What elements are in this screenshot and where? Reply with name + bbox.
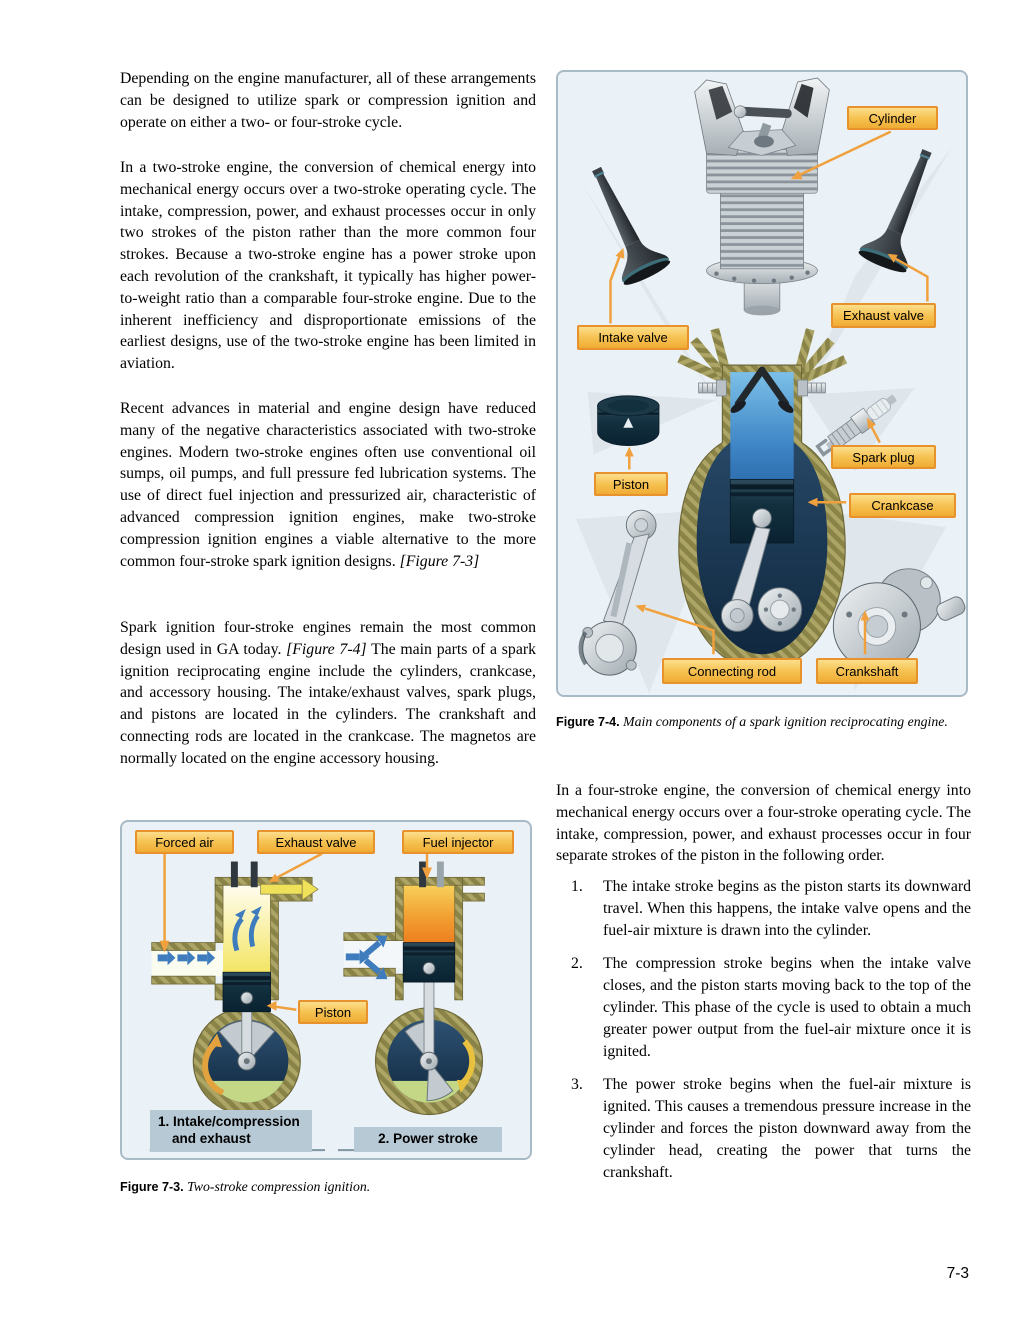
callout-fuel-injector xyxy=(402,830,514,854)
callout-cylinder xyxy=(847,106,938,130)
callout-label: Connecting rod xyxy=(687,663,777,679)
list-number: 2. xyxy=(571,955,583,973)
panel-caption-line: and exhaust xyxy=(172,1131,251,1146)
paragraph-text: Recent advances in material and engine design have reduced many of the negative characteristics associated with two-stroke engines. Modern two-stroke engines often use conventional oil sumps, oil pumps, and full pressure fed lubrication systems. The use of direct fuel injection and pressurized air, characteristic of advanced compression ignition engines, make two-stroke compression ignition engines a viable alternative to the more common four-stroke spark ignition designs. xyxy=(120,400,536,570)
figure-7-3-illustration xyxy=(122,822,530,1158)
paragraph-text: In a two-stroke engine, the conversion of chemical energy into mechanical energy occurs over a two-stroke operating cycle. The intake, compression, power, and exhaust processes occur in only two strokes of the piston rather than the more common four strokes. Because a two-stroke engine has a power stroke upon each revolution of the crankshaft, it typically has higher power-to-weight ratio than a comparable four-stroke engine. Due to the inherent inefficiency and disproportionate emissions of the earliest designs, use of the two-stroke engine has been limited in aviation. xyxy=(120,159,536,373)
callout-label: Exhaust valve xyxy=(843,308,924,323)
panel-caption-line: 2. Power stroke xyxy=(378,1131,478,1146)
paragraph xyxy=(120,157,536,375)
callout-exhaust-valve xyxy=(831,303,936,328)
list-text: The compression stroke begins when the intake valve closes, and the piston starts moving back to the top of the cylinder. This phase of the cycle is used to obtain a much greater power output from the fuel-air mixture once it is ignited. xyxy=(603,955,971,1060)
ordered-list xyxy=(556,876,971,1195)
figure-7-4 xyxy=(556,70,968,697)
list-text: The power stroke begins when the fuel-air mixture is ignited. This causes a tremendous pressure increase in the cylinder and forces the piston downward away from the cylinder head, creating the power that turns the crankshaft. xyxy=(603,1076,971,1181)
figure-caption-text: Two-stroke compression ignition. xyxy=(183,1179,371,1194)
valve-stem xyxy=(251,862,258,888)
intake-valve-drawing xyxy=(573,158,672,289)
callout-label: Intake valve xyxy=(598,330,668,345)
figure-reference: [Figure 7-3] xyxy=(399,552,480,570)
paragraph-text: Spark ignition four-stroke engines remain the most common design used in GA today. xyxy=(120,619,536,658)
callout-label: Crankcase xyxy=(871,498,934,513)
valve-stem xyxy=(437,862,444,888)
list-number: 3. xyxy=(571,1076,583,1094)
callout-intake-valve xyxy=(577,325,689,350)
figure-caption-label: Figure 7-4. xyxy=(556,715,620,729)
figure-7-3-caption xyxy=(120,1177,536,1198)
valve-stem xyxy=(231,862,238,888)
callout-spark-plug xyxy=(831,445,936,469)
callout-label: Spark plug xyxy=(852,449,915,465)
callout-label: Piston xyxy=(612,476,650,492)
callout-label: Piston xyxy=(314,1004,352,1020)
list-item xyxy=(556,1074,971,1183)
panel-caption-power xyxy=(354,1127,502,1152)
paragraph xyxy=(120,617,536,770)
paragraph xyxy=(120,68,536,133)
list-item xyxy=(556,953,971,1062)
paragraph-text: Depending on the engine manufacturer, all of these arrangements can be designed to utilize spark or compression ignition and operate on either a two- or four-stroke cycle. xyxy=(120,70,536,131)
paragraph-text: In a four-stroke engine, the conversion of chemical energy into mechanical energy occurs over a four-stroke operating cycle. The intake, compression, power, and exhaust processes occur in four separate strokes of the piston in the following order. xyxy=(556,782,971,865)
figure-caption-text: Main components of a spark ignition reciprocating engine. xyxy=(619,714,948,729)
cylinder-drawing xyxy=(695,78,830,315)
callout-label: Crankshaft xyxy=(835,663,899,679)
two-stroke-power-engine xyxy=(344,862,485,1115)
callout-connecting-rod xyxy=(662,658,802,684)
combustion-glow xyxy=(403,885,454,942)
callout-exhaust-valve xyxy=(257,830,375,854)
panel-caption-line: 1. Intake/compression xyxy=(158,1114,300,1129)
callout-piston xyxy=(594,472,668,496)
list-number: 1. xyxy=(571,878,583,895)
figure-7-3 xyxy=(120,820,532,1160)
figure-reference: [Figure 7-4] xyxy=(286,640,367,658)
callout-label: Forced air xyxy=(155,834,214,850)
callout-piston xyxy=(298,1000,368,1024)
callout-crankcase xyxy=(849,493,956,518)
page-number: 7-3 xyxy=(946,1265,969,1282)
two-stroke-intake-engine xyxy=(152,862,318,1115)
paragraph xyxy=(556,780,971,867)
callout-forced-air xyxy=(135,830,234,854)
list-text: The intake stroke begins as the piston starts its downward travel. When this happens, the intake valve opens and the fuel-air mixture is drawn into the cylinder. xyxy=(603,878,971,939)
piston-drawing xyxy=(598,396,659,446)
callout-label: Cylinder xyxy=(868,110,917,126)
figure-7-4-caption xyxy=(556,712,970,733)
panel-caption-intake xyxy=(150,1110,312,1152)
figure-7-4-illustration xyxy=(558,72,966,695)
callout-crankshaft xyxy=(816,658,918,684)
paragraph xyxy=(120,398,536,572)
paragraph-text: The main parts of a spark ignition reciprocating engine include the cylinders, crankcase, and accessory housing. The intake/exhaust valves, spark plugs, and pistons are located in the cylinders. The crankshaft and connecting rods are located in the crankcase. The magnetos are normally located on the engine accessory housing. xyxy=(120,640,536,767)
callout-label: Fuel injector xyxy=(422,834,494,850)
exhaust-valve-drawing xyxy=(857,141,951,276)
list-item xyxy=(556,876,971,941)
figure-caption-label: Figure 7-3. xyxy=(120,1180,184,1194)
callout-label: Exhaust valve xyxy=(275,834,357,850)
